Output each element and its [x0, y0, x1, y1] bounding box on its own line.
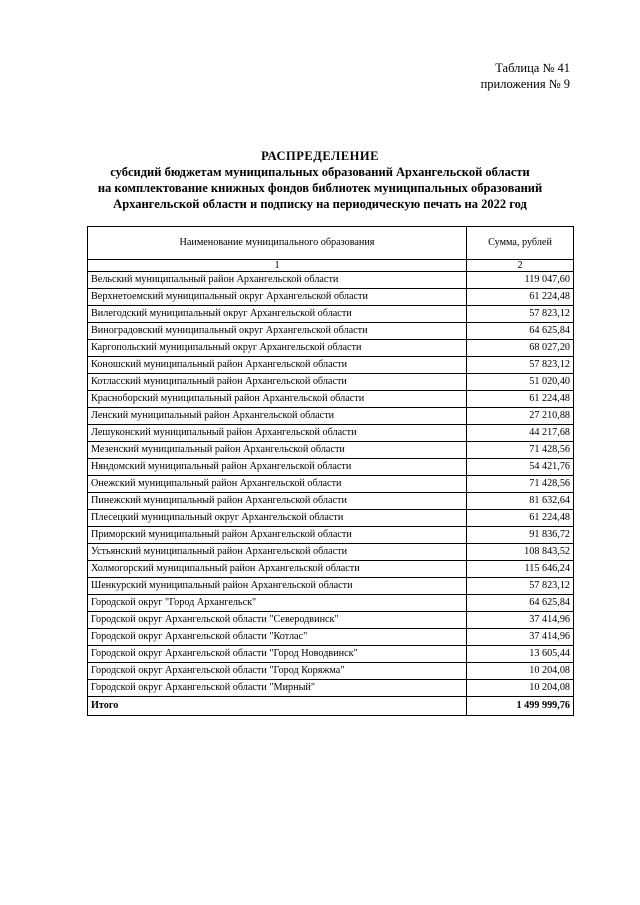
subsidy-amount: 57 823,12: [467, 578, 574, 595]
table-row: [88, 595, 574, 612]
municipality-name: Ленский муниципальный район Архангельской области: [88, 408, 467, 425]
municipality-name: Шенкурский муниципальный район Архангельской области: [88, 578, 467, 595]
table-row: [88, 646, 574, 663]
subsidy-amount: 71 428,56: [467, 476, 574, 493]
subsidy-amount: 57 823,12: [467, 357, 574, 374]
municipality-name: Мезенский муниципальный район Архангельской области: [88, 442, 467, 459]
municipality-name: Каргопольский муниципальный округ Архангельской области: [88, 340, 467, 357]
table-header-row: [88, 227, 574, 260]
table-body: [88, 272, 574, 697]
title-line-4: Архангельской области и подписку на периодическую печать на 2022 год: [113, 197, 527, 211]
subsidy-amount: 61 224,48: [467, 289, 574, 306]
table-row: [88, 323, 574, 340]
subsidy-amount: 71 428,56: [467, 442, 574, 459]
municipality-name: Устьянский муниципальный район Архангельской области: [88, 544, 467, 561]
subsidy-amount: 108 843,52: [467, 544, 574, 561]
municipality-name: Коношский муниципальный район Архангельской области: [88, 357, 467, 374]
municipality-name: Холмогорский муниципальный район Архангельской области: [88, 561, 467, 578]
municipality-name: Няндомский муниципальный район Архангельской области: [88, 459, 467, 476]
table-row: [88, 289, 574, 306]
total-row: [88, 697, 574, 716]
municipality-name: Городской округ Архангельской области "Котлас": [88, 629, 467, 646]
municipality-name: Пинежский муниципальный район Архангельской области: [88, 493, 467, 510]
subsidy-amount: 51 020,40: [467, 374, 574, 391]
table-row: [88, 425, 574, 442]
subsidy-amount: 57 823,12: [467, 306, 574, 323]
column-number-2: 2: [467, 260, 574, 272]
subsidy-amount: 13 605,44: [467, 646, 574, 663]
column-number-row: [88, 260, 574, 272]
total-sum: 1 499 999,76: [467, 697, 574, 716]
subsidy-amount: 119 047,60: [467, 272, 574, 289]
municipality-name: Вельский муниципальный район Архангельской области: [88, 272, 467, 289]
table-row: [88, 510, 574, 527]
table-number: Таблица № 41: [495, 61, 570, 75]
municipality-name: Городской округ Архангельской области "Город Новодвинск": [88, 646, 467, 663]
subsidy-amount: 81 632,64: [467, 493, 574, 510]
column-number-1: 1: [88, 260, 467, 272]
municipality-name: Верхнетоемский муниципальный округ Архангельской области: [88, 289, 467, 306]
title-line-2: субсидий бюджетам муниципальных образований Архангельской области: [110, 165, 530, 179]
table-row: [88, 442, 574, 459]
subsidy-amount: 37 414,96: [467, 612, 574, 629]
table-row: [88, 680, 574, 697]
municipality-name: Городской округ Архангельской области "Мирный": [88, 680, 467, 697]
subsidy-amount: 10 204,08: [467, 663, 574, 680]
title-line-3: на комплектование книжных фондов библиотек муниципальных образований: [97, 181, 543, 195]
table-reference: [481, 60, 570, 92]
table-row: [88, 663, 574, 680]
municipality-name: Городской округ "Город Архангельск": [88, 595, 467, 612]
subsidy-amount: 54 421,76: [467, 459, 574, 476]
table-row: [88, 306, 574, 323]
table-row: [88, 544, 574, 561]
subsidy-amount: 44 217,68: [467, 425, 574, 442]
subsidy-amount: 64 625,84: [467, 595, 574, 612]
subsidy-amount: 61 224,48: [467, 391, 574, 408]
document-title: [60, 148, 580, 212]
municipality-name: Котласский муниципальный район Архангельской области: [88, 374, 467, 391]
subsidy-amount: 115 646,24: [467, 561, 574, 578]
table-row: [88, 527, 574, 544]
municipality-name: Городской округ Архангельской области "Город Коряжма": [88, 663, 467, 680]
table-row: [88, 629, 574, 646]
title-heading: РАСПРЕДЕЛЕНИЕ: [261, 149, 379, 163]
appendix-number: приложения № 9: [480, 77, 570, 91]
table-row: [88, 340, 574, 357]
municipality-name: Вилегодский муниципальный округ Архангельской области: [88, 306, 467, 323]
table-row: [88, 612, 574, 629]
subsidy-amount: 10 204,08: [467, 680, 574, 697]
municipality-name: Виноградовский муниципальный округ Архангельской области: [88, 323, 467, 340]
municipality-name: Лешуконский муниципальный район Архангельской области: [88, 425, 467, 442]
subsidy-amount: 68 027,20: [467, 340, 574, 357]
table-row: [88, 408, 574, 425]
table-row: [88, 272, 574, 289]
table-row: [88, 374, 574, 391]
subsidy-amount: 91 836,72: [467, 527, 574, 544]
table-row: [88, 357, 574, 374]
table-row: [88, 476, 574, 493]
municipality-name: Городской округ Архангельской области "Северодвинск": [88, 612, 467, 629]
municipality-name: Плесецкий муниципальный округ Архангельской области: [88, 510, 467, 527]
table-row: [88, 561, 574, 578]
total-label: Итого: [88, 697, 467, 716]
column-header-sum: Сумма, рублей: [467, 227, 574, 260]
table-row: [88, 493, 574, 510]
table-row: [88, 578, 574, 595]
distribution-table: [87, 226, 574, 716]
subsidy-amount: 61 224,48: [467, 510, 574, 527]
subsidy-amount: 27 210,88: [467, 408, 574, 425]
subsidy-amount: 37 414,96: [467, 629, 574, 646]
municipality-name: Онежский муниципальный район Архангельской области: [88, 476, 467, 493]
subsidy-amount: 64 625,84: [467, 323, 574, 340]
column-header-name: Наименование муниципального образования: [88, 227, 467, 260]
municipality-name: Приморский муниципальный район Архангельской области: [88, 527, 467, 544]
table-row: [88, 459, 574, 476]
municipality-name: Красноборский муниципальный район Архангельской области: [88, 391, 467, 408]
table-row: [88, 391, 574, 408]
